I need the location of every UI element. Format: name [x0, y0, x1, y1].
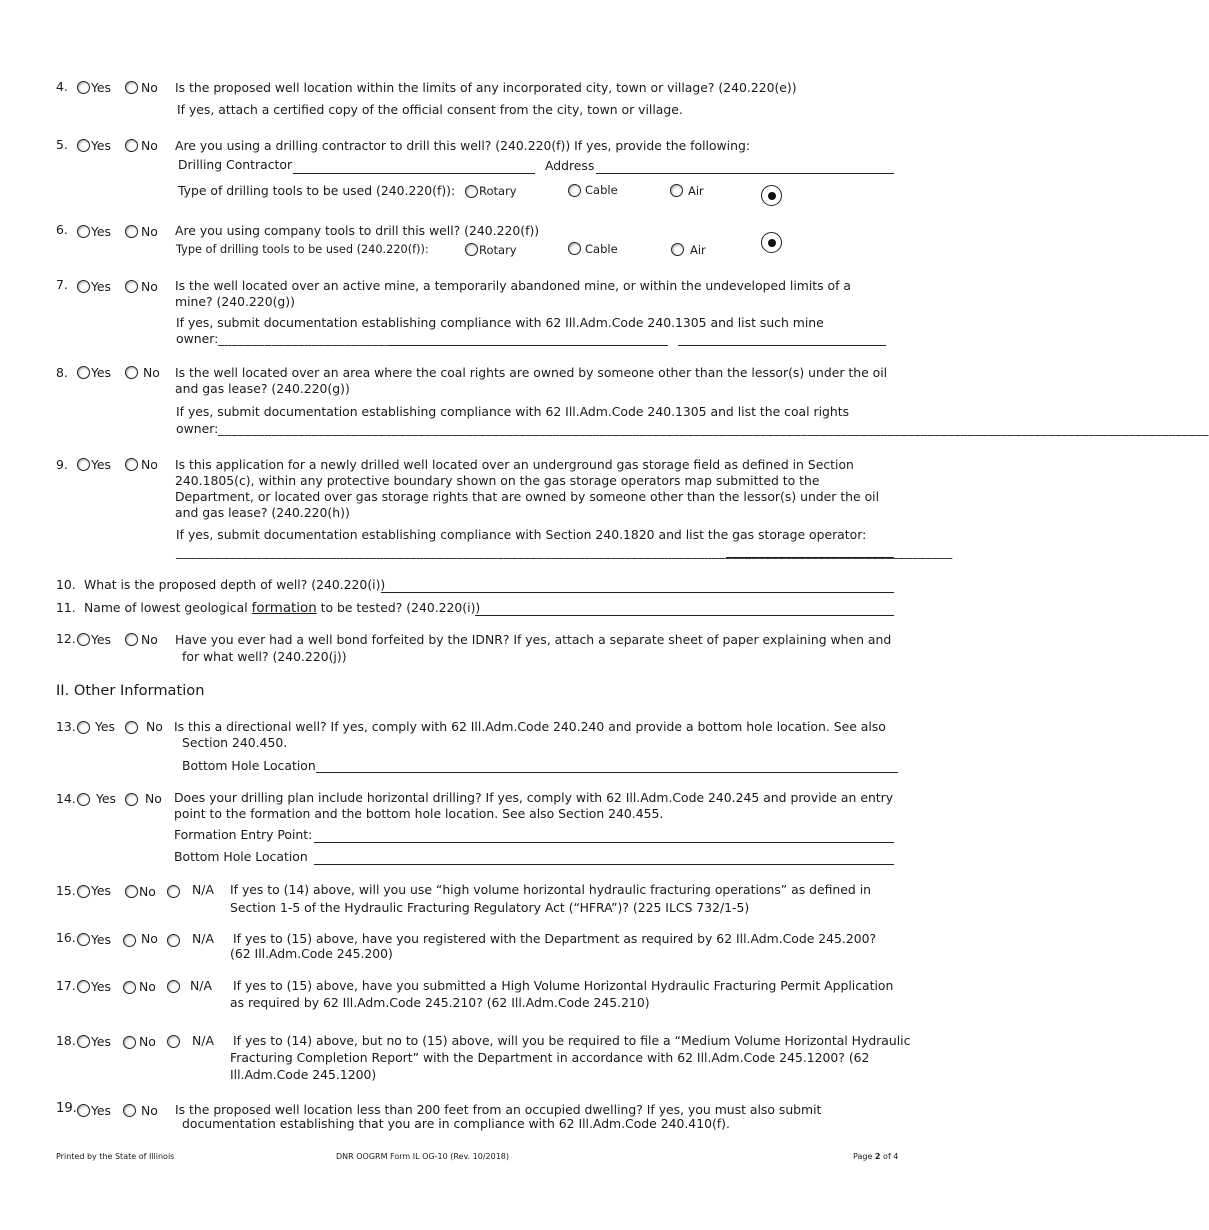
q15-na-radio[interactable]: [167, 885, 180, 898]
q18-na-label: N/A: [192, 1033, 214, 1048]
q9-operator-dashes: ____________________________________________________________________________________________________________________: [176, 544, 953, 559]
q5-cable-radio[interactable]: [568, 184, 581, 197]
q6-air-label: Air: [690, 243, 706, 257]
q16-question: If yes to (15) above, have you registered with the Department as required by 62 Ill.Adm.Code 245.200?: [233, 931, 877, 946]
q8-question: Is the well located over an area where the coal rights are owned by someone other than the lessor(s) under the oil and gas lease? (240.220(g)): [175, 365, 888, 396]
q6-yes-radio[interactable]: [77, 225, 90, 238]
q6-yes-label: Yes: [91, 224, 112, 239]
q6-no-label: No: [141, 224, 158, 239]
q7-yes-radio[interactable]: [77, 280, 90, 293]
q7-question: Is the well located over an active mine, a temporarily abandoned mine, or within the undeveloped limits of a mine? (240.220(g)): [175, 278, 851, 309]
q6-tools-label: Type of drilling tools to be used (240.220(f)):: [176, 243, 429, 256]
q14-no-label: No: [145, 791, 162, 806]
q13-yes-radio[interactable]: [77, 721, 90, 734]
q19-no-radio[interactable]: [123, 1104, 136, 1117]
q6-number: 6.: [56, 222, 68, 237]
q7-yes-label: Yes: [91, 279, 112, 294]
q8-owner-label: owner:: [176, 421, 219, 436]
q18-no-label: No: [139, 1034, 156, 1049]
q15-yes-radio[interactable]: [77, 885, 90, 898]
q5-cable-label: Cable: [585, 183, 618, 197]
q12-question: Have you ever had a well bond forfeited by the IDNR? If yes, attach a separate sheet of paper explaining when and: [175, 632, 892, 647]
q17-no-radio[interactable]: [123, 981, 136, 994]
q13-bhl-label: Bottom Hole Location: [182, 758, 316, 773]
q4-note: If yes, attach a certified copy of the official consent from the city, town or village.: [177, 102, 683, 117]
q18-question-cont: Fracturing Completion Report” with the Department in accordance with 62 Ill.Adm.Code 245.1200? (62: [230, 1050, 870, 1065]
q18-number: 18.: [56, 1033, 76, 1048]
q17-question: If yes to (15) above, have you submitted a High Volume Horizontal Hydraulic Fracturing Permit Application: [233, 978, 894, 993]
q15-number: 15.: [56, 883, 76, 898]
q17-no-label: No: [139, 979, 156, 994]
q5-contractor-label: Drilling Contractor: [178, 157, 293, 172]
q6-selected-radio[interactable]: [761, 232, 782, 253]
q14-no-radio[interactable]: [125, 793, 138, 806]
q5-address-label: Address: [545, 158, 595, 173]
q5-rotary-radio[interactable]: [465, 185, 478, 198]
q7-no-radio[interactable]: [125, 280, 138, 293]
q17-number: 17.: [56, 978, 76, 993]
q4-yes-radio[interactable]: [77, 81, 90, 94]
q8-no-label: No: [143, 365, 160, 380]
footer-form-id: DNR OOGRM Form IL OG-10 (Rev. 10/2018): [336, 1152, 509, 1161]
q9-note: If yes, submit documentation establishing compliance with Section 240.1820 and list the gas storage operator:: [176, 527, 867, 542]
q7-number: 7.: [56, 277, 68, 292]
q8-note: If yes, submit documentation establishing compliance with 62 Ill.Adm.Code 240.1305 and list the coal rights: [176, 404, 850, 419]
q17-na-radio[interactable]: [167, 980, 180, 993]
q5-no-label: No: [141, 138, 158, 153]
q13-bhl-input[interactable]: [316, 772, 898, 773]
q15-question: If yes to (14) above, will you use “high volume horizontal hydraulic fracturing operations” as defined in: [230, 882, 872, 897]
footer-page-number: Page 2 of 4: [853, 1152, 899, 1161]
q11-formation-input[interactable]: [475, 615, 894, 616]
q13-question-cont: Section 240.450.: [182, 735, 288, 750]
q12-no-radio[interactable]: [125, 633, 138, 646]
q15-yes-label: Yes: [91, 883, 112, 898]
q13-yes-label: Yes: [95, 719, 116, 734]
q4-question: Is the proposed well location within the limits of any incorporated city, town or village? (240.220(e)): [175, 80, 797, 95]
q6-question: Are you using company tools to drill this well? (240.220(f)): [175, 223, 540, 238]
q5-address-input[interactable]: [596, 173, 894, 174]
q5-rotary-label: Rotary: [479, 184, 517, 198]
q4-no-radio[interactable]: [125, 81, 138, 94]
q18-yes-label: Yes: [91, 1034, 112, 1049]
q6-no-radio[interactable]: [125, 225, 138, 238]
q16-question-cont: (62 Ill.Adm.Code 245.200): [230, 946, 393, 961]
q4-no-label: No: [141, 80, 158, 95]
q16-yes-radio[interactable]: [77, 933, 90, 946]
q7-owner-label: owner:: [176, 331, 219, 346]
q12-question-cont: for what well? (240.220(j)): [182, 649, 347, 664]
q7-owner-input-2[interactable]: [678, 345, 886, 346]
q6-air-radio[interactable]: [671, 243, 684, 256]
q16-yes-label: Yes: [91, 932, 112, 947]
q18-yes-radio[interactable]: [77, 1035, 90, 1048]
q5-yes-label: Yes: [91, 138, 112, 153]
q13-no-label: No: [146, 719, 163, 734]
q15-question-cont: Section 1-5 of the Hydraulic Fracturing Regulatory Act (“HFRA”)? (225 ILCS 732/1-5): [230, 900, 750, 915]
q10-number: 10.: [56, 577, 76, 592]
q5-tools-label: Type of drilling tools to be used (240.220(f)):: [178, 183, 456, 198]
q14-entry-label: Formation Entry Point:: [174, 827, 313, 842]
q9-yes-radio[interactable]: [77, 458, 90, 471]
q11-question: Name of lowest geological formation to be tested? (240.220(i)): [84, 600, 481, 616]
q8-no-radio[interactable]: [125, 366, 138, 379]
q8-owner-input[interactable]: ____________________________________________________________________________________________________________________________________________________: [218, 421, 1209, 436]
q6-rotary-label: Rotary: [479, 243, 517, 257]
q19-yes-label: Yes: [91, 1103, 112, 1118]
q14-yes-radio[interactable]: [77, 793, 90, 806]
q5-air-radio[interactable]: [670, 184, 683, 197]
q9-operator-input[interactable]: [726, 557, 894, 558]
q16-no-label: No: [141, 931, 158, 946]
q11-number: 11.: [56, 600, 76, 615]
q6-cable-label: Cable: [585, 242, 618, 256]
q4-yes-label: Yes: [91, 80, 112, 95]
q12-yes-label: Yes: [91, 632, 112, 647]
q14-bhl-label: Bottom Hole Location: [174, 849, 308, 864]
q18-no-radio[interactable]: [123, 1036, 136, 1049]
q19-question-cont: documentation establishing that you are in compliance with 62 Ill.Adm.Code 240.410(f).: [182, 1116, 730, 1131]
q14-entry-input[interactable]: [314, 842, 894, 843]
q9-number: 9.: [56, 457, 68, 472]
q15-na-label: N/A: [192, 882, 214, 897]
q19-question: Is the proposed well location less than 200 feet from an occupied dwelling? If yes, you must also submit: [175, 1102, 822, 1117]
q15-no-label: No: [139, 884, 156, 899]
q9-yes-label: Yes: [91, 457, 112, 472]
q18-question: If yes to (14) above, but no to (15) above, will you be required to file a “Medium Volume Horizontal Hydraulic: [233, 1033, 911, 1048]
q8-yes-label: Yes: [91, 365, 112, 380]
q7-owner-dashes: ___________________________________: [218, 331, 453, 346]
q5-no-radio[interactable]: [125, 139, 138, 152]
q15-no-radio[interactable]: [125, 885, 138, 898]
q5-yes-radio[interactable]: [77, 139, 90, 152]
q19-yes-radio[interactable]: [77, 1104, 90, 1117]
q10-question: What is the proposed depth of well? (240.220(i)): [84, 577, 386, 592]
q17-yes-label: Yes: [91, 979, 112, 994]
q14-question-cont: point to the formation and the bottom hole location. See also Section 240.455.: [174, 806, 664, 821]
q19-no-label: No: [141, 1103, 158, 1118]
q13-number: 13.: [56, 719, 76, 734]
q14-bhl-input[interactable]: [314, 864, 894, 865]
q12-number: 12.: [56, 631, 76, 646]
q17-na-label: N/A: [190, 978, 212, 993]
q16-na-radio[interactable]: [167, 934, 180, 947]
q18-question-cont-2: Ill.Adm.Code 245.1200): [230, 1067, 377, 1082]
section-heading: II. Other Information: [56, 682, 205, 699]
q7-note: If yes, submit documentation establishing compliance with 62 Ill.Adm.Code 240.1305 and list such mine: [176, 315, 824, 330]
q10-depth-input[interactable]: [381, 592, 894, 593]
q9-no-label: No: [141, 457, 158, 472]
q6-cable-radio[interactable]: [568, 242, 581, 255]
q13-no-radio[interactable]: [125, 721, 138, 734]
q16-number: 16.: [56, 930, 76, 945]
footer-printed-by: Printed by the State of Illinois: [56, 1152, 175, 1161]
q7-no-label: No: [141, 279, 158, 294]
q19-number: 19.: [56, 1101, 77, 1116]
q16-no-radio[interactable]: [123, 934, 136, 947]
q9-question: Is this application for a newly drilled well located over an underground gas storage field as defined in Section 240.1805(c), within any protective boundary shown on the gas storage operators map submitted to the Department, or located over gas storage rights that are owned by someone other than the lessor(s) under the oil and gas lease? (240.220(h)): [175, 457, 880, 520]
q5-selected-radio[interactable]: [761, 185, 782, 206]
q4-number: 4.: [56, 79, 68, 94]
q9-no-radio[interactable]: [125, 458, 138, 471]
q12-no-label: No: [141, 632, 158, 647]
q12-yes-radio[interactable]: [77, 633, 90, 646]
q5-question: Are you using a drilling contractor to drill this well? (240.220(f)) If yes, provide the following:: [175, 138, 751, 153]
q7-owner-input[interactable]: [388, 345, 668, 346]
q14-yes-label: Yes: [96, 791, 117, 806]
q8-yes-radio[interactable]: [77, 366, 90, 379]
q14-question: Does your drilling plan include horizontal drilling? If yes, comply with 62 Ill.Adm.Code 240.245 and provide an entry: [174, 790, 894, 805]
q5-air-label: Air: [688, 184, 704, 198]
q17-question-cont: as required by 62 Ill.Adm.Code 245.210? (62 Ill.Adm.Code 245.210): [230, 995, 650, 1010]
q16-na-label: N/A: [192, 931, 214, 946]
q13-question: Is this a directional well? If yes, comply with 62 Ill.Adm.Code 240.240 and provide a bottom hole location. See also: [174, 719, 886, 734]
q6-rotary-radio[interactable]: [465, 243, 478, 256]
q5-number: 5.: [56, 137, 68, 152]
q17-yes-radio[interactable]: [77, 980, 90, 993]
q5-contractor-input[interactable]: [293, 173, 535, 174]
q18-na-radio[interactable]: [167, 1035, 180, 1048]
q14-number: 14.: [56, 791, 76, 806]
q8-number: 8.: [56, 365, 68, 380]
